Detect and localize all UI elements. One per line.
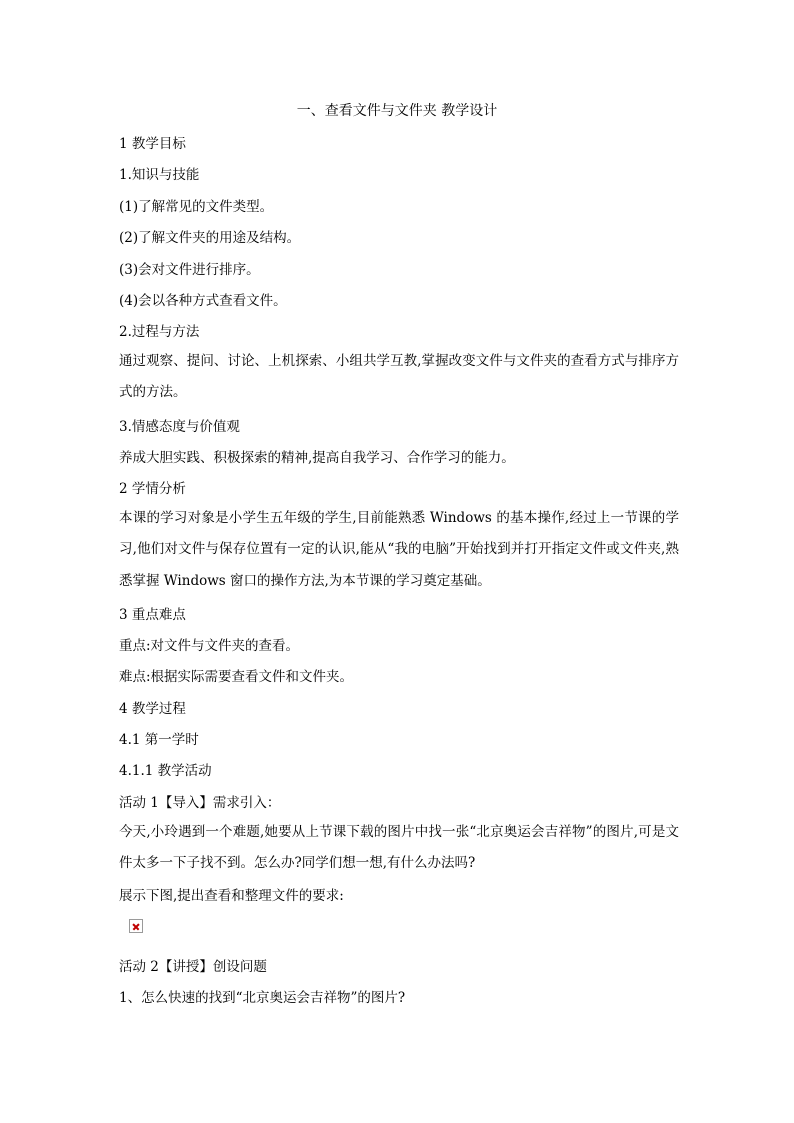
broken-image-icon: [129, 919, 143, 933]
paragraph-attitudes-values: 养成大胆实践、积极探索的精神,提高自我学习、合作学习的能力。: [119, 450, 515, 466]
heading-teaching-process: 4 教学过程: [119, 701, 186, 717]
question-1: 1、怎么快速的找到“北京奥运会吉祥物”的图片?: [119, 990, 406, 1006]
subheading-process-methods: 2.过程与方法: [119, 324, 200, 340]
document-title: 一、查看文件与文件夹 教学设计: [296, 103, 498, 119]
objective-item-3: (3)会对文件进行排序。: [119, 262, 260, 278]
key-point: 重点:对文件与文件夹的查看。: [119, 638, 300, 654]
heading-teaching-objectives: 1 教学目标: [119, 136, 186, 152]
objective-item-1: (1)了解常见的文件类型。: [119, 199, 274, 215]
objective-item-4: (4)会以各种方式查看文件。: [119, 293, 287, 309]
paragraph-show-figure: 展示下图,提出查看和整理文件的要求:: [119, 888, 344, 904]
paragraph-learner-analysis: 本课的学习对象是小学生五年级的学生,目前能熟悉 Windows 的基本操作,经过上一节课的学习,他们对文件与保存位置有一定的认识,能从“我的电脑”开始找到并打开指定文件或文件夹,熟悉掌握 Windows 窗口的操作方法,为本节课的学习奠定基础。: [119, 510, 679, 589]
activity-1-heading: 活动 1【导入】需求引入：: [119, 795, 281, 811]
heading-key-difficult-points: 3 重点难点: [119, 607, 186, 623]
paragraph-process-methods: 通过观察、提问、讨论、上机探索、小组共学互教,掌握改变文件与文件夹的查看方式与排序方式的方法。: [119, 353, 679, 401]
difficult-point: 难点:根据实际需要查看文件和文件夹。: [119, 669, 354, 685]
subheading-first-period: 4.1 第一学时: [119, 732, 199, 748]
objective-item-2: (2)了解文件夹的用途及结构。: [119, 230, 301, 246]
subheading-attitudes-values: 3.情感态度与价值观: [119, 419, 240, 435]
subheading-teaching-activities: 4.1.1 教学活动: [119, 763, 212, 779]
paragraph-activity-1: 今天,小玲遇到一个难题,她要从上节课下载的图片中找一张“北京奥运会吉祥物”的图片,可是文件太多一下子找不到。怎么办?同学们想一想,有什么办法吗?: [119, 824, 679, 872]
activity-2-heading: 活动 2【讲授】创设问题: [119, 959, 267, 975]
heading-learner-analysis: 2 学情分析: [119, 481, 186, 497]
subheading-knowledge-skills: 1.知识与技能: [119, 167, 200, 183]
